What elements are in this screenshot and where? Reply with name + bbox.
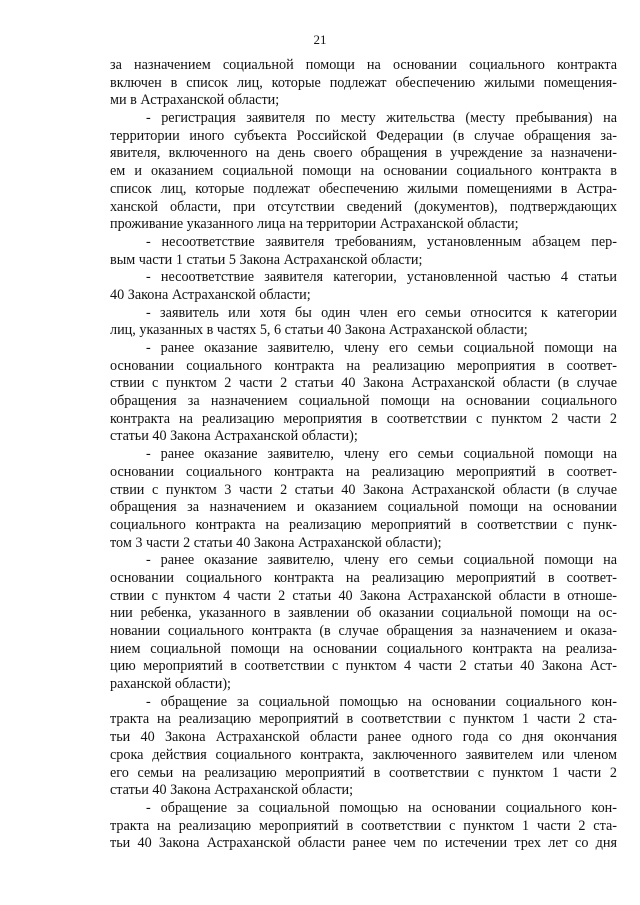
text-line: основании социального контракта на реализацию мероприятий в соответ-: [110, 463, 617, 480]
paragraph: [110, 552, 617, 694]
text-line: - несоответствие заявителя категории, установленной частью 4 статьи: [146, 269, 617, 286]
text-line: лиц, указанных в частях 5, 6 статьи 40 Закона Астраханской области;: [110, 322, 528, 339]
text-line: ханской области, при отсутствии сведений (документов), подтверждающих: [110, 198, 617, 215]
text-line: список лиц, которые подлежат обеспечению жилыми помещениями в Астра-: [110, 180, 617, 197]
text-line: - обращение за социальной помощью на основании социального кон-: [146, 799, 617, 816]
text-line: нием социальной помощи на основании социального контракта на реализа-: [110, 640, 617, 657]
text-line: - ранее оказание заявителю, члену его семьи социальной помощи на: [146, 446, 617, 463]
text-line: статьи 40 Закона Астраханской области;: [110, 782, 354, 799]
text-line: новании социального контракта (в случае обращения за назначением и оказа-: [110, 623, 617, 639]
paragraph: [110, 269, 617, 304]
text-line: ем и оказанием социальной помощи на основании социального контракта в: [110, 163, 617, 180]
text-line: ми в Астраханской области;: [110, 92, 280, 109]
text-line: обращения за назначением социальной помощи на основании социального: [110, 393, 617, 410]
text-line: явителя, включенного на день своего обращения в учреждение за назначени-: [110, 145, 617, 162]
text-line: обращения за назначением и оказанием социальной помощи на основании: [110, 499, 617, 516]
text-line: срока действия социального контракта, заключенного заявителем или членом: [110, 746, 617, 763]
text-line: - регистрация заявителя по месту жительства (месту пребывания) на: [146, 110, 617, 127]
text-line: том 3 части 2 статьи 40 Закона Астраханской области);: [110, 534, 442, 551]
paragraph: [110, 446, 617, 552]
paragraph: [110, 234, 617, 269]
text-line: статьи 40 Закона Астраханской области);: [110, 428, 358, 445]
text-line: - ранее оказание заявителю, члену его семьи социальной помощи на: [146, 340, 617, 356]
text-line: цию мероприятий в соответствии с пунктом 4 части 2 статьи 40 Закона Аст-: [110, 658, 617, 675]
paragraph: [110, 340, 617, 446]
text-line: включен в список лиц, которые подлежат обеспечению жилыми помещения-: [110, 74, 617, 91]
paragraph: [110, 305, 617, 340]
paragraph: [110, 110, 617, 234]
text-line: тракта на реализацию мероприятий в соответствии с пунктом 1 части 2 ста-: [110, 711, 617, 728]
text-line: за назначением социальной помощи на основании социального контракта: [110, 57, 617, 73]
paragraph: [110, 57, 617, 110]
text-line: территории иного субъекта Российской Федерации (в случае обращения за-: [110, 127, 617, 144]
text-line: проживание указанного лица на территории Астраханской области;: [110, 216, 519, 233]
text-line: - несоответствие заявителя требованиям, установленным абзацем пер-: [146, 233, 617, 250]
text-line: вым части 1 статьи 5 Закона Астраханской области;: [110, 251, 423, 268]
text-line: - заявитель или хотя бы один член его семьи относится к категории: [146, 304, 617, 321]
text-line: основании социального контракта на реализацию мероприятий в соответ-: [110, 569, 617, 586]
document-body: [110, 57, 617, 853]
text-line: - обращение за социальной помощью на основании социального кон-: [146, 693, 617, 710]
text-line: тьи 40 Закона Астраханской области ранее одного года со дня окончания: [110, 729, 617, 746]
text-line: ствии с пунктом 2 части 2 статьи 40 Закона Астраханской области (в случае: [110, 375, 617, 392]
text-line: нии ребенка, указанного в заявлении об оказании социальной помощи на ос-: [110, 605, 617, 622]
text-line: тракта на реализацию мероприятий в соответствии с пунктом 1 части 2 ста-: [110, 817, 617, 834]
text-line: контракта на реализацию мероприятия в соответствии с пунктом 2 части 2: [110, 410, 617, 427]
text-line: тьи 40 Закона Астраханской области ранее чем по истечении трех лет со дня: [110, 835, 617, 852]
text-line: 40 Закона Астраханской области;: [110, 286, 311, 303]
text-line: раханской области);: [110, 676, 231, 693]
text-line: - ранее оказание заявителю, члену его семьи социальной помощи на: [146, 552, 617, 569]
text-line: основании социального контракта на реализацию мероприятия в соответ-: [110, 357, 617, 374]
paragraph: [110, 694, 617, 800]
text-line: ствии с пунктом 4 части 2 статьи 40 Закона Астраханской области в отноше-: [110, 587, 617, 604]
paragraph: [110, 800, 617, 853]
page-number: 21: [313, 32, 327, 47]
text-line: социального контракта на реализацию мероприятий в соответствии с пунк-: [110, 516, 617, 533]
text-line: его семьи на реализацию мероприятий в соответствии с пунктом 1 части 2: [110, 764, 617, 781]
text-line: ствии с пунктом 3 части 2 статьи 40 Закона Астраханской области (в случае: [110, 481, 617, 498]
